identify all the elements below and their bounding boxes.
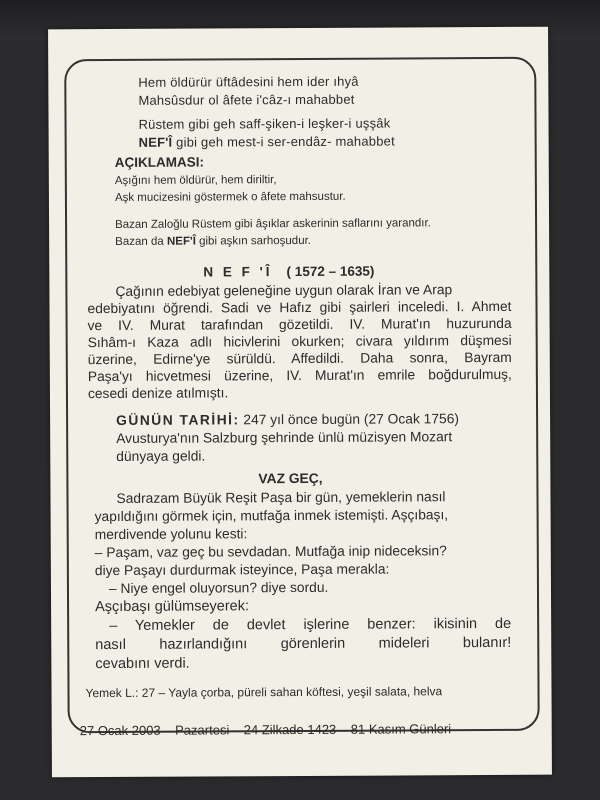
history-line-1 — [116, 410, 459, 429]
story-line-7: Aşçıbaşı gülümseyerek: — [95, 598, 250, 616]
date-footer: 27 Ocak 2003 – Pazartesi – 24 Zilkade 1423 – 81 Kasım Günleri — [79, 721, 452, 739]
bio-line-1: Çağının edebiyat geleneğine uygun olarak İran ve Arap — [115, 282, 453, 299]
poem-line-3: Rüstem gibi geh saff-şiken-i leşker-i uşşâk — [138, 115, 391, 132]
story-line-4: – Paşam, vaz geç bu sevdadan. Mutfağa inip nideceksin? — [94, 543, 447, 561]
explanation-line-4 — [115, 234, 311, 249]
explanation-line-3: Bazan Zaloğlu Rüstem gibi âşıklar askerinin saflarını yarandır. — [115, 217, 431, 231]
poet-name: NEF'Î — [138, 134, 173, 150]
poem-line-4-text: gibi geh mest-i ser-endâz- mahabbet — [172, 133, 395, 150]
bio-heading — [203, 264, 374, 281]
bio-years: ( 1572 – 1635) — [286, 263, 375, 280]
bio-line-5: üzerine, Edirne'ye sürüldü. Affedildi. Daha sonra, Bayram — [87, 349, 512, 368]
history-line-1-text: 247 yıl önce bugün (27 Ocak 1756) — [239, 411, 459, 428]
explanation-line-2: Aşk mucizesini göstermek o âfete mahsustur. — [114, 190, 346, 204]
explanation-poet-name: NEF'Î — [166, 235, 196, 248]
story-line-3: merdivende yolunu kesti: — [94, 526, 248, 543]
story-line-5: diye Paşayı durdurmak isteyince, Paşa merakla: — [94, 561, 390, 579]
story-line-10: cevabını verdi. — [95, 655, 190, 673]
bio-line-3: ve IV. Murat tarafından gözetildi. IV. Murat'ın huzurunda — [87, 315, 512, 334]
bio-line-4: Sıhâm-ı Kaza adlı hicivlerini okurken; civara yıldırım düşmesi — [87, 332, 512, 351]
explanation-line-4-pre: Bazan da — [115, 235, 167, 248]
explanation-line-1: Aşığını hem öldürür, hem diriltir, — [114, 174, 277, 187]
history-title: GÜNÜN TARİHİ: — [116, 412, 240, 428]
story-title: VAZ GEÇ, — [258, 470, 323, 487]
poem-line-4 — [139, 133, 395, 150]
bio-line-7: cesedi denize atılmıştı. — [87, 385, 229, 402]
bio-line-2: edebiyatını öğrendi. Sadi ve Hafız gibi şairleri inceledi. I. Ahmet — [87, 298, 512, 317]
bio-name: N E F 'Î — [203, 264, 273, 280]
history-line-2: Avusturya'nın Salzburg şehrinde ünlü müzisyen Mozart — [116, 429, 453, 446]
story-line-8: – Yemekler de devlet işlerine benzer: ikisinin de — [109, 615, 512, 635]
story-line-6: – Niye engel oluyorsun? diye sordu. — [108, 579, 329, 597]
calendar-page — [48, 27, 552, 778]
menu-line: Yemek L.: 27 – Yayla çorba, püreli sahan köftesi, yeşil salata, helva — [85, 684, 443, 701]
history-line-3: dünyaya geldi. — [116, 448, 206, 464]
story-line-2: yapıldığını görmek için, mutfağa inmek istemişti. Aşçıbaşı, — [94, 507, 449, 525]
explanation-title: AÇIKLAMASI: — [114, 154, 205, 170]
story-line-9: nasıl hazırlandığını görenlerin mideleri bulanır! — [95, 634, 512, 654]
story-line-1: Sadrazam Büyük Reşit Paşa bir gün, yemeklerin nasıl — [116, 489, 446, 506]
explanation-line-4-post: gibi aşkın sarhoşudur. — [195, 234, 312, 248]
poem-line-1: Hem öldürür üftâdesini hem ider ıhyâ — [138, 73, 359, 90]
poem-line-2: Mahsûsdur ol âfete i'câz-ı mahabbet — [138, 91, 355, 108]
bio-line-6: Paşa'yı hicvetmesi üzerine, IV. Murat'ın emrile boğdurulmuş, — [87, 366, 512, 385]
